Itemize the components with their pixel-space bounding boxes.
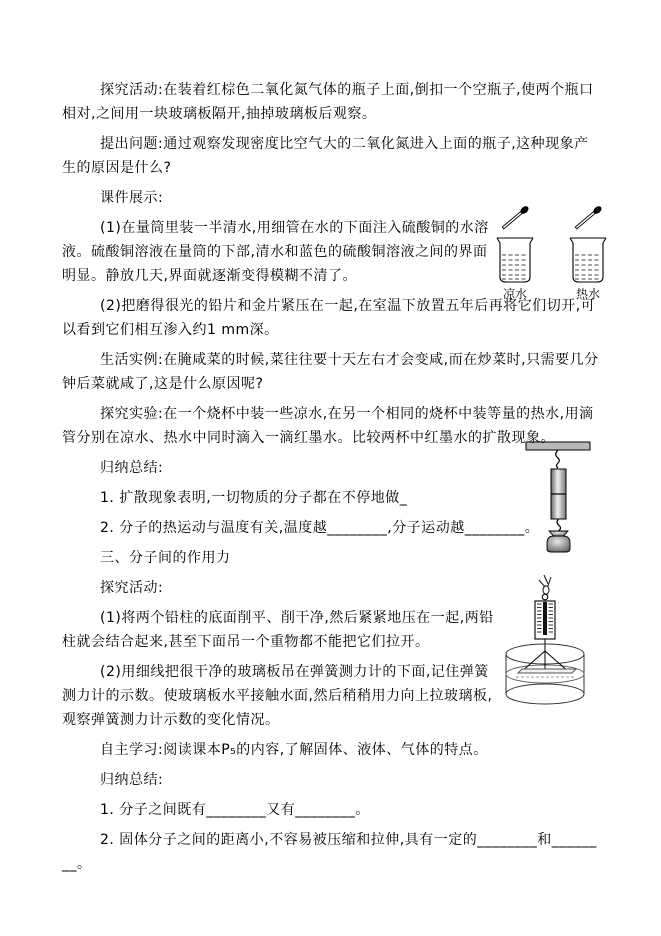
paragraph-self-study: 自主学习:阅读课本P₅的内容,了解固体、液体、气体的特点。 bbox=[100, 742, 488, 758]
paragraph-inquiry-experiment: 探究实验:在一个烧杯中装一些凉水,在另一个相同的烧杯中装等量的热水,用滴管分别在凉水、热水中同时滴入一滴红墨水。比较两杯中红墨水的扩散现象。 bbox=[62, 406, 594, 446]
paragraph-summary-heading-2: 归纳总结: bbox=[100, 772, 164, 788]
paragraph-summary-item-2: 2. 分子的热运动与温度有关,温度越________,分子运动越________。 bbox=[100, 520, 540, 536]
paragraph-summary2-item-2: 2. 固体分子之间的距离小,不容易被压缩和拉伸,具有一定的________和________。 bbox=[62, 832, 597, 872]
paragraph-question: 提出问题:通过观察发现密度比空气大的二氧化氮进入上面的瓶子,这种现象产生的原因是什么? bbox=[62, 136, 589, 176]
paragraph-life-example: 生活实例:在腌咸菜的时候,菜往往要十天左右才会变咸,而在炒菜时,只需要几分钟后菜就咸了,这是什么原因呢? bbox=[62, 352, 599, 392]
text-column bbox=[62, 78, 599, 882]
paragraph-lead-cylinder-activity: (1)将两个铅柱的底面削平、削干净,然后紧紧地压在一起,两铅柱就会结合起来,甚至下面吊一个重物都不能把它们拉开。 bbox=[62, 610, 494, 650]
section-heading-molecular-force: 三、分子间的作用力 bbox=[100, 550, 231, 566]
paragraph-summary2-item-1: 1. 分子之间既有________又有________。 bbox=[100, 802, 370, 818]
paragraph-experiment-1: (1)在量筒里装一半清水,用细管在水的下面注入硫酸铜的水溶液。硫酸铜溶液在量筒的下部,清水和蓝色的硫酸铜溶液之间的界面明显。静放几天,界面就逐渐变得模糊不清了。 bbox=[62, 220, 489, 284]
paragraph-inquiry-activity-2-heading: 探究活动: bbox=[100, 580, 164, 596]
paragraph-summary-item-1: 1. 扩散现象表明,一切物质的分子都在不停地做_ bbox=[100, 490, 408, 506]
paragraph-inquiry-activity-1: 探究活动:在装着红棕色二氧化氮气体的瓶子上面,倒扣一个空瓶子,使两个瓶口相对,之间用一块玻璃板隔开,抽掉玻璃板后观察。 bbox=[62, 82, 594, 122]
paragraph-summary-heading-1: 归纳总结: bbox=[100, 460, 164, 476]
paragraph-experiment-2: (2)把磨得很光的铅片和金片紧压在一起,在室温下放置五年后再将它们切开,可以看到它们相互渗入约1 mm深。 bbox=[62, 298, 596, 338]
paragraph-courseware-heading: 课件展示: bbox=[100, 190, 164, 206]
paragraph-glass-plate-activity: (2)用细线把很干净的玻璃板吊在弹簧测力计的下面,记住弹簧测力计的示数。使玻璃板水平接触水面,然后稍稍用力向上拉玻璃板,观察弹簧测力计示数的变化情况。 bbox=[62, 664, 493, 728]
beaker-label-hot: 热水 bbox=[575, 287, 601, 301]
beaker-label-cool: 凉水 bbox=[502, 287, 528, 301]
